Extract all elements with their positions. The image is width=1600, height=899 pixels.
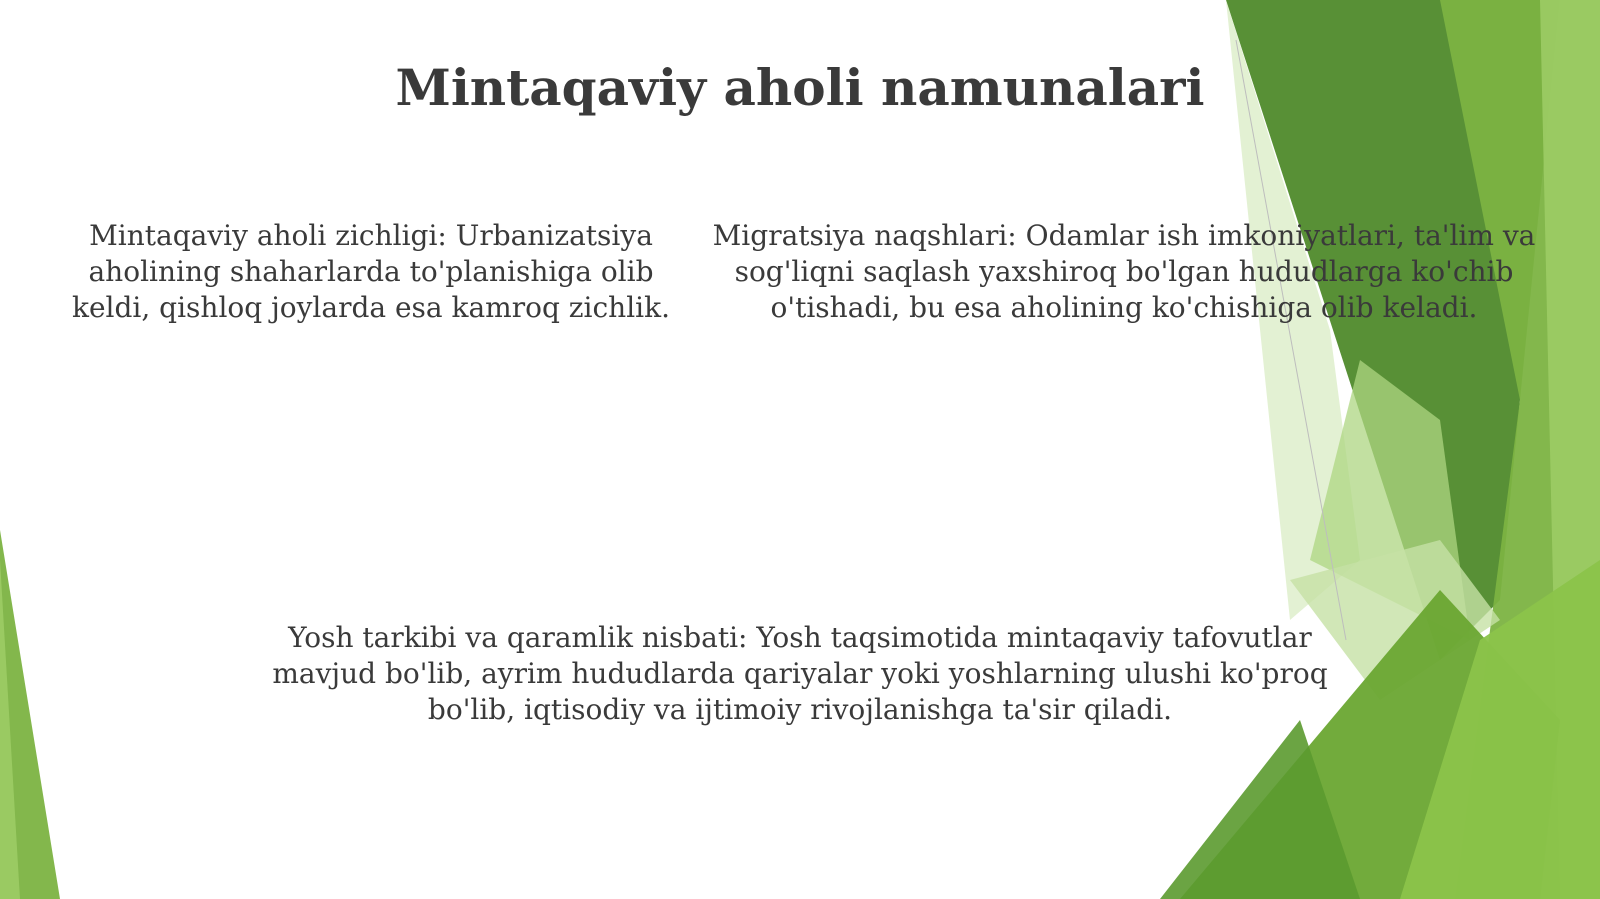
text-block-migration-patterns: Migratsiya naqshlari: Odamlar ish imkoniyatlari, ta'lim va sog'liqni saqlash yaxshiroq bo'lgan hududlarga ko'chib o'tishadi, bu esa aholining ko'chishiga olib keladi.	[712, 219, 1536, 324]
slide-title: Mintaqaviy aholi namunalari	[395, 58, 1205, 117]
text-block-age-structure: Yosh tarkibi va qaramlik nisbati: Yosh taqsimotida mintaqaviy tafovutlar mavjud bo'lib, ayrim hududlarda qariyalar yoki yoshlarning ulushi ko'proq bo'lib, iqtisodiy va ijtimoiy rivojlanishga ta'sir qiladi.	[272, 621, 1328, 726]
text-block-population-density: Mintaqaviy aholi zichligi: Urbanizatsiya aholining shaharlarda to'planishiga olib keldi, qishloq joylarda esa kamroq zichlik.	[71, 219, 670, 324]
